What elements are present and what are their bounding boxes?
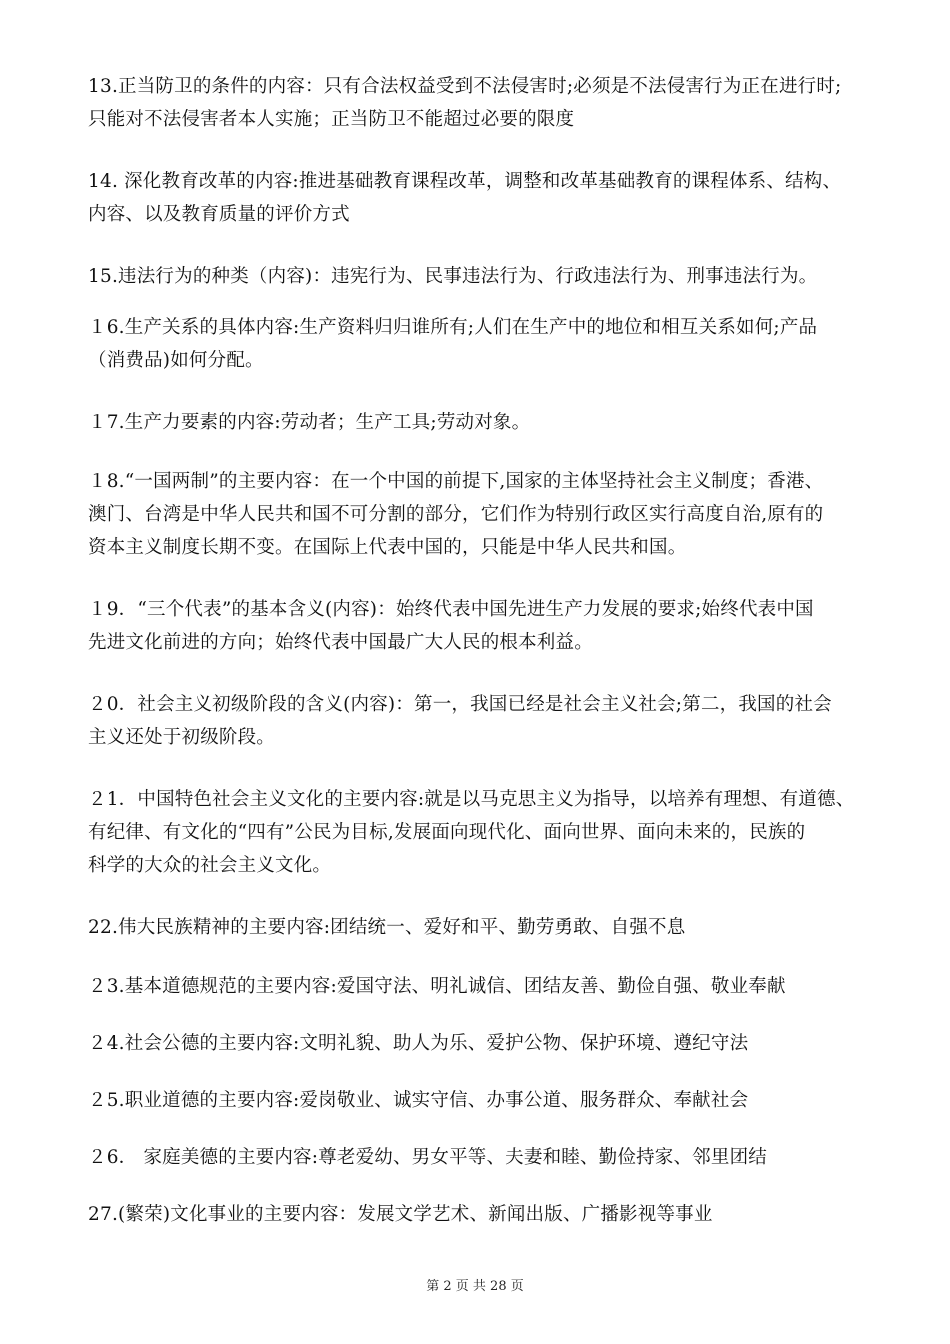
paragraph-line: ２6． 家庭美德的主要内容:尊老爱幼、男女平等、夫妻和睦、勤俭持家、邻里团结 — [88, 1147, 767, 1168]
paragraph-item-25 — [88, 1084, 888, 1117]
paragraph-line: 资本主义制度长期不变。在国际上代表中国的，只能是中华人民共和国。 — [88, 537, 687, 558]
paragraph-line: １7.生产力要素的内容:劳动者；生产工具;劳动对象。 — [88, 412, 531, 433]
paragraph-line: 只能对不法侵害者本人实施；正当防卫不能超过必要的限度 — [88, 109, 575, 130]
paragraph-line: 27.(繁荣)文化事业的主要内容：发展文学艺术、新闻出版、广播影视等事业 — [88, 1204, 713, 1225]
paragraph-line: 13.正当防卫的条件的内容：只有合法权益受到不法侵害时;必须是不法侵害行为正在进行时; — [88, 76, 842, 97]
paragraph-line: 内容、以及教育质量的评价方式 — [88, 204, 350, 225]
paragraph-item-26 — [88, 1141, 888, 1174]
paragraph-line: ２1．中国特色社会主义文化的主要内容:就是以马克思主义为指导，以培养有理想、有道德、 — [88, 789, 855, 810]
paragraph-line: １8.“一国两制”的主要内容：在一个中国的前提下,国家的主体坚持社会主义制度；香港、 — [88, 471, 824, 492]
paragraph-item-15 — [88, 260, 888, 293]
paragraph-line: ２3.基本道德规范的主要内容:爱国守法、明礼诚信、团结友善、勤俭自强、敬业奉献 — [88, 976, 786, 997]
paragraph-line: （消费品)如何分配。 — [88, 350, 264, 371]
paragraph-item-20 — [88, 688, 888, 754]
paragraph-line: ２4.社会公德的主要内容:文明礼貌、助人为乐、爱护公物、保护环境、遵纪守法 — [88, 1033, 749, 1054]
paragraph-line: ２5.职业道德的主要内容:爱岗敬业、诚实守信、办事公道、服务群众、奉献社会 — [88, 1090, 749, 1111]
paragraph-line: １9．“三个代表”的基本含义(内容)：始终代表中国先进生产力发展的要求;始终代表中国 — [88, 599, 814, 620]
paragraph-line: 有纪律、有文化的“四有”公民为目标,发展面向现代化、面向世界、面向未来的，民族的 — [88, 822, 806, 843]
paragraph-item-17 — [88, 406, 888, 439]
paragraph-item-14 — [88, 165, 888, 231]
paragraph-line: 22.伟大民族精神的主要内容:团结统一、爱好和平、勤劳勇敢、自强不息 — [88, 917, 686, 938]
paragraph-item-21 — [88, 783, 888, 882]
paragraph-item-16 — [88, 311, 888, 377]
paragraph-item-18 — [88, 465, 888, 564]
paragraph-item-24 — [88, 1027, 888, 1060]
paragraph-item-22 — [88, 911, 888, 944]
paragraph-line: 15.违法行为的种类（内容)：违宪行为、民事违法行为、行政违法行为、刑事违法行为。 — [88, 266, 818, 287]
paragraph-item-13 — [88, 70, 888, 136]
page-number-footer: 第 2 页 共 28 页 — [426, 1279, 524, 1294]
paragraph-line: 主义还处于初级阶段。 — [88, 727, 276, 748]
paragraph-item-19 — [88, 593, 888, 659]
paragraph-line: 14. 深化教育改革的内容:推进基础教育课程改革，调整和改革基础教育的课程体系、结构、 — [88, 171, 842, 192]
paragraph-line: 先进文化前进的方向；始终代表中国最广大人民的根本利益。 — [88, 632, 593, 653]
paragraph-line: 科学的大众的社会主义文化。 — [88, 855, 332, 876]
paragraph-line: 澳门、台湾是中华人民共和国不可分割的部分，它们作为特别行政区实行高度自治,原有的 — [88, 504, 824, 525]
paragraph-line: １6.生产关系的具体内容:生产资料归归谁所有;人们在生产中的地位和相互关系如何;产品 — [88, 317, 818, 338]
paragraph-item-27 — [88, 1198, 888, 1231]
paragraph-item-23 — [88, 970, 888, 1003]
paragraph-line: ２0．社会主义初级阶段的含义(内容)：第一，我国已经是社会主义社会;第二，我国的社会 — [88, 694, 832, 715]
